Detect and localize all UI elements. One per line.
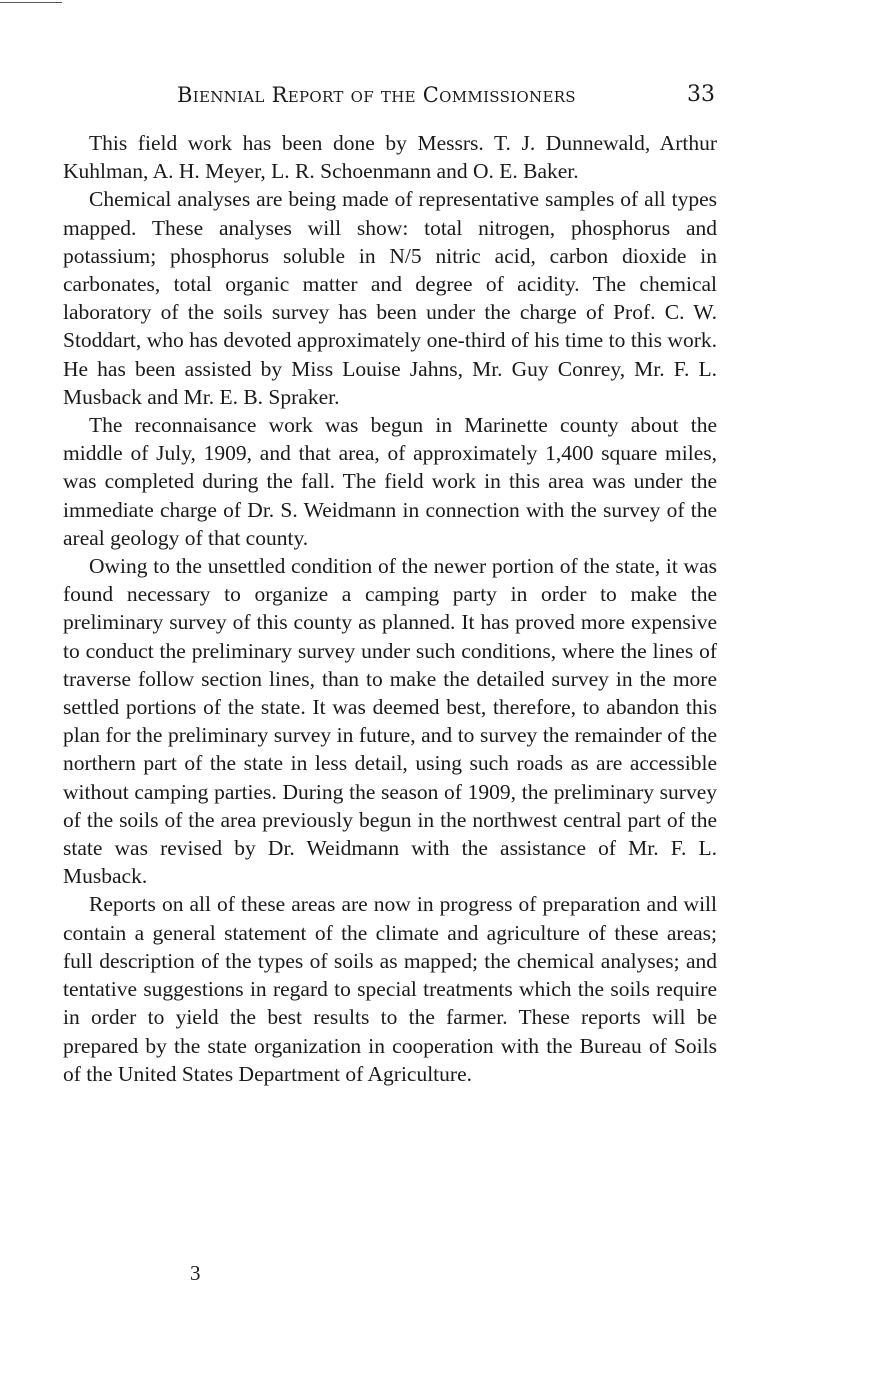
running-head <box>177 80 717 110</box>
running-title: Biennial Report of the Commissioners <box>177 83 576 107</box>
paragraph-camping-party: Owing to the unsettled condition of the newer portion of the state, it was found necessary to organize a camping party in order to make the preliminary survey of this county as planned. It has proved more expensive to conduct the preliminary survey under such conditions, where the lines of traverse follow section lines, than to make the detailed survey in the more settled portions of the state. It was deemed best, therefore, to abandon this plan for the preliminary survey in future, and to survey the remainder of the northern part of the state in less detail, using such roads as are accessible without camping parties. During the season of 1909, the preliminary survey of the soils of the area previously begun in the northwest central part of the state was revised by Dr. Weidmann with the assistance of Mr. F. L. Musback. <box>63 554 717 889</box>
body-text <box>63 129 717 1088</box>
signature-mark: 3 <box>190 1261 201 1285</box>
page-number: 33 <box>687 82 715 107</box>
paragraph-reports: Reports on all of these areas are now in progress of preparation and will contain a general statement of the climate and agriculture of these areas; full description of the types of soils as mapped; the chemical analyses; and tentative suggestions in regard to special treatments which the soils require in order to yield the best results to the farmer. These reports will be prepared by the state organization in cooperation with the Bureau of Soils of the United States Department of Agriculture. <box>63 892 717 1086</box>
paragraph-field-work: This field work has been done by Messrs. T. J. Dunnewald, Arthur Kuhlman, A. H. Meyer, L. R. Schoenmann and O. E. Baker. <box>63 131 717 184</box>
paragraph-chemical-analyses: Chemical analyses are being made of representative samples of all types mapped. These analyses will show: total nitrogen, phosphorus and potassium; phosphorus soluble in N/5 nitric acid, carbon dioxide in carbonates, total organic matter and degree of acidity. The chemical laboratory of the soils survey has been under the charge of Prof. C. W. Stoddart, who has devoted approximately one-third of his time to this work. He has been assisted by Miss Louise Jahns, Mr. Guy Conrey, Mr. F. L. Musback and Mr. E. B. Spraker. <box>63 187 717 409</box>
corner-rule <box>0 2 62 3</box>
paragraph-reconnaisance-work: The reconnaisance work was begun in Marinette county about the middle of July, 1909, and that area, of approximately 1,400 square miles, was completed during the fall. The field work in this area was under the immediate charge of Dr. S. Weidmann in connection with the survey of the areal geology of that county. <box>63 413 717 550</box>
